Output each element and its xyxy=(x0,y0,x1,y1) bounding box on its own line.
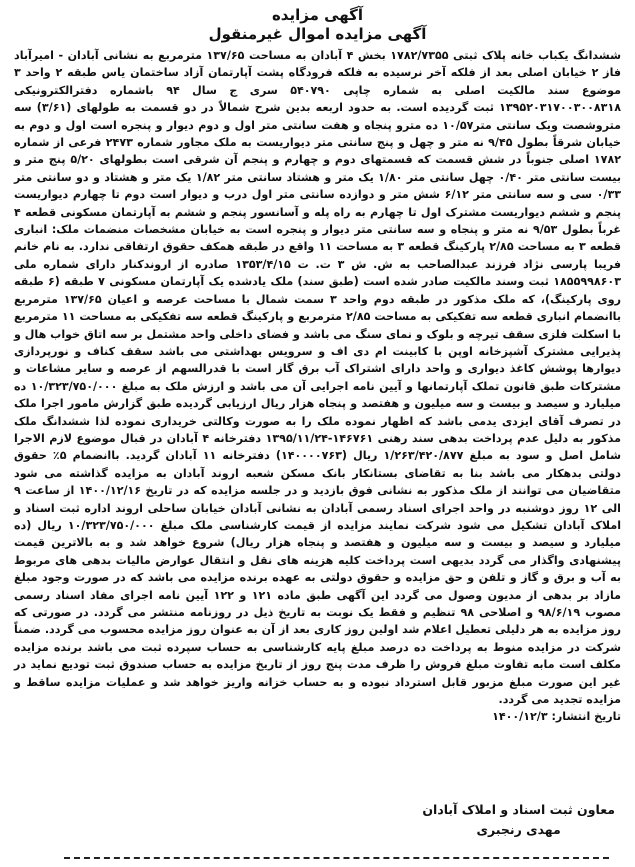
signature-block xyxy=(422,800,615,840)
bottom-dashed-divider xyxy=(64,857,609,859)
signatory-name: مهدی رنجبری xyxy=(476,822,561,837)
signatory-position: معاون ثبت اسناد و املاک آبادان xyxy=(422,802,615,817)
notice-title: آگهی مزایده xyxy=(271,6,364,24)
notice-subtitle: آگهی مزایده اموال غیرمنقول xyxy=(208,25,427,43)
publish-date: تاریخ انتشار: ۱۴۰۰/۱۲/۳ xyxy=(492,710,621,724)
notice-body: ششدانگ یکباب خانه پلاک ثبتی ۱۷۸۲/۷۳۵۵ بخش ۴ آبادان به مساحت ۱۳۷/۶۵ مترمربع به نشانی آبادان - امیرآباد فاز ۲ خیابان اصلی بعد از فلکه آخر نرسیده به فلکه فرودگاه پشت آپارتمان آزاد ساختمان یاس طبقه ۲ واحد ۳ موضوع سند مالکیت اصلی به شماره چاپی ۵۴۰۷۹۰ سری ج سال ۹۴ باشماره دفترالکترونیکی ۱۳۹۵۲۰۳۱۷۰۰۳۰۰۸۳۱۸ ثبت گردیده است. به حدود اربعه بدین شرح شمالاً در دو قسمت به طولهای (۳/۶۱) سه متروشصت ویک سانتی متر۱۰/۵۷ ده مترو پنجاه و هفت سانتی متر اول و دوم دیوار و پنجره است اول و دوم به خیابان شرقاً بطول ۹/۴۵ نه متر و چهل و پنج سانتی متر دیواریست به ملک مجاور شماره ۲۴۷۳ فرعی از شماره ۱۷۸۲ اصلی جنوباً در شش قسمت که قسمتهای دوم و چهارم و پنجم آن شرقی است بطولهای ۵/۲۰ پنج متر و بیست سانتی متر ۰/۴۰ چهل سانتی متر ۱/۸۰ یک متر و هشتاد سانتی متر ۱/۸۲ یک متر و هشتاد و دو سانتی متر ۰/۳۳ سی و سه سانتی متر ۶/۱۲ شش متر و دوازده سانتی متر اول درب و دیوار است دوم تا چهارم دیواریست پنجم و ششم دیواریست مشترک اول تا چهارم به راه پله و آسانسور پنجم و ششم به آپارتمان مسکونی قطعه ۴ غرباً بطول ۹/۵۳ نه متر و پنجاه و سه سانتی متر دیوار و پنجره است به خیابان مشخصات منضمات ملک: انباری قطعه ۳ به مساحت ۲/۸۵ پارکینگ قطعه ۳ به مساحت ۱۱ واقع در طبقه همکف حقوق ارتفاقی ندارد. به نام خانم فریبا پارسی نژاد فرزند عبدالصاحب به ش. ش ۳ ت. ت ۱۳۵۳/۴/۱۵ صادره از اروندکنار دارای شماره ملی ۱۸۵۵۹۹۸۶۰۳ ثبت وسند مالکیت صادر شده است (طبق سند) ملک یادشده یک آپارتمان مسکونی ۷ طبقه (۶ طبقه روی پارکینگ)، که ملک مذکور در طبقه دوم واحد ۳ سمت شمال با مساحت عرصه و اعیان ۱۳۷/۶۵ مترمربع باانضمام انباری قطعه سه تفکیکی به مساحت ۲/۸۵ مترمربع و پارکینگ قطعه سه تفکیکی به مساحت ۱۱ مترمربع با اسکلت فلزی سقف تیرچه و بلوک و نمای سنگ می باشد و فضای داخلی واحد مشتمل بر سه اتاق خواب هال و پذیرایی مشترک آشپزخانه اوپن با کابینت ام دی اف و سرویس بهداشتی می باشد سقف کناف و نورپردازی دیوارها پوشش کاغذ دیواری و واحد دارای اشتراک آب برق گاز است با قدرالسهم از عرصه و سایر مشاعات و مشترکات طبق قانون تملک آپارتمانها و آیین نامه اجرایی آن می باشد و ارزش ملک به مبلغ ۱۰/۳۲۳/۷۵۰/۰۰۰ ده میلیارد و سیصد و بیست و سه میلیون و هفتصد و پنجاه هزار ریال ارزیابی گردیده طبق گزارش مامور اجرا ملک در تصرف آقای ایزدی یدمی باشد که اظهار نموده ملک را به صورت وکالتی خریداری نموده لذا ششدانگ ملک مذکور به دلیل عدم پرداخت بدهی سند رهنی ۱۴۶۷۶۱-۱۳۹۵/۱۱/۲۴ دفترخانه ۴ آبادان در قبال موضوع لازم الاجرا شامل اصل و سود به مبلغ ۱/۲۶۳/۴۲۰/۸۷۷ ریال (۱۴۰۰۰۰۷۶۳) دفترخانه ۱۱ آبادان گردید. باانضمام ۵٪ حقوق دولتی بدهکار می باشد بنا به تقاضای بستانکار بانک مسکن شعبه اروند آبادان به مزایده گذاشته می شود متقاضیان می توانند از ملک مذکور به نشانی فوق بازدید و در جلسه مزایده که در تاریخ ۱۴۰۰/۱۲/۱۶ از ساعت ۹ الی ۱۲ روز دوشنبه در واحد اجرای اسناد رسمی آبادان به نشانی آبادان خیابان ساحلی اروند اداره ثبت اسناد و املاک آبادان تشکیل می شود شرکت نمایند مزایده از قیمت کارشناسی ملک مبلغ ۱۰/۳۲۳/۷۵۰/۰۰۰ ریال (ده میلیارد و سیصد و بیست و سه میلیون و هفتصد و پنجاه هزار ریال) شروع خواهد شد و به بالاترین قیمت پیشنهادی واگذار می گردد بدیهی است پرداخت کلیه هزینه های نقل و انتقال عوارض مالیات بدهی های مربوط به آب و برق و گاز و تلفن و حق مزایده و حقوق دولتی به عهده برنده مزایده می باشد که در صورت وجود مبلغ مازاد بر بدهی از مدیون وصول می گردد این آگهی طبق ماده ۱۲۱ و ۱۲۲ آیین نامه اجرای مفاد اسناد رسمی مصوب ۹۸/۶/۱۹ و اصلاحی ۹۸ تنظیم و فقط یک نوبت به تاریخ ذیل در روزنامه منتشر می گردد. در صورتی که روز مزایده به هر دلیلی تعطیل اعلام شد اولین روز کاری بعد از آن به عنوان روز مزایده محسوب می گردد. ضمناً شرکت در مزایده منوط به پرداخت ده درصد مبلغ پایه کارشناسی به حساب سپرده ثبت می باشد برنده مزایده مکلف است مابه تفاوت مبلغ فروش را ظرف مدت پنج روز از تاریخ مزایده به حساب صندوق ثبت تودیع نماید در غیر این صورت مبلغ مزبور قابل استرداد نبوده و به حساب خزانه واریز خواهد شد و عملیات مزایده ساقط و مزایده تجدید می گردد. xyxy=(14,49,622,707)
